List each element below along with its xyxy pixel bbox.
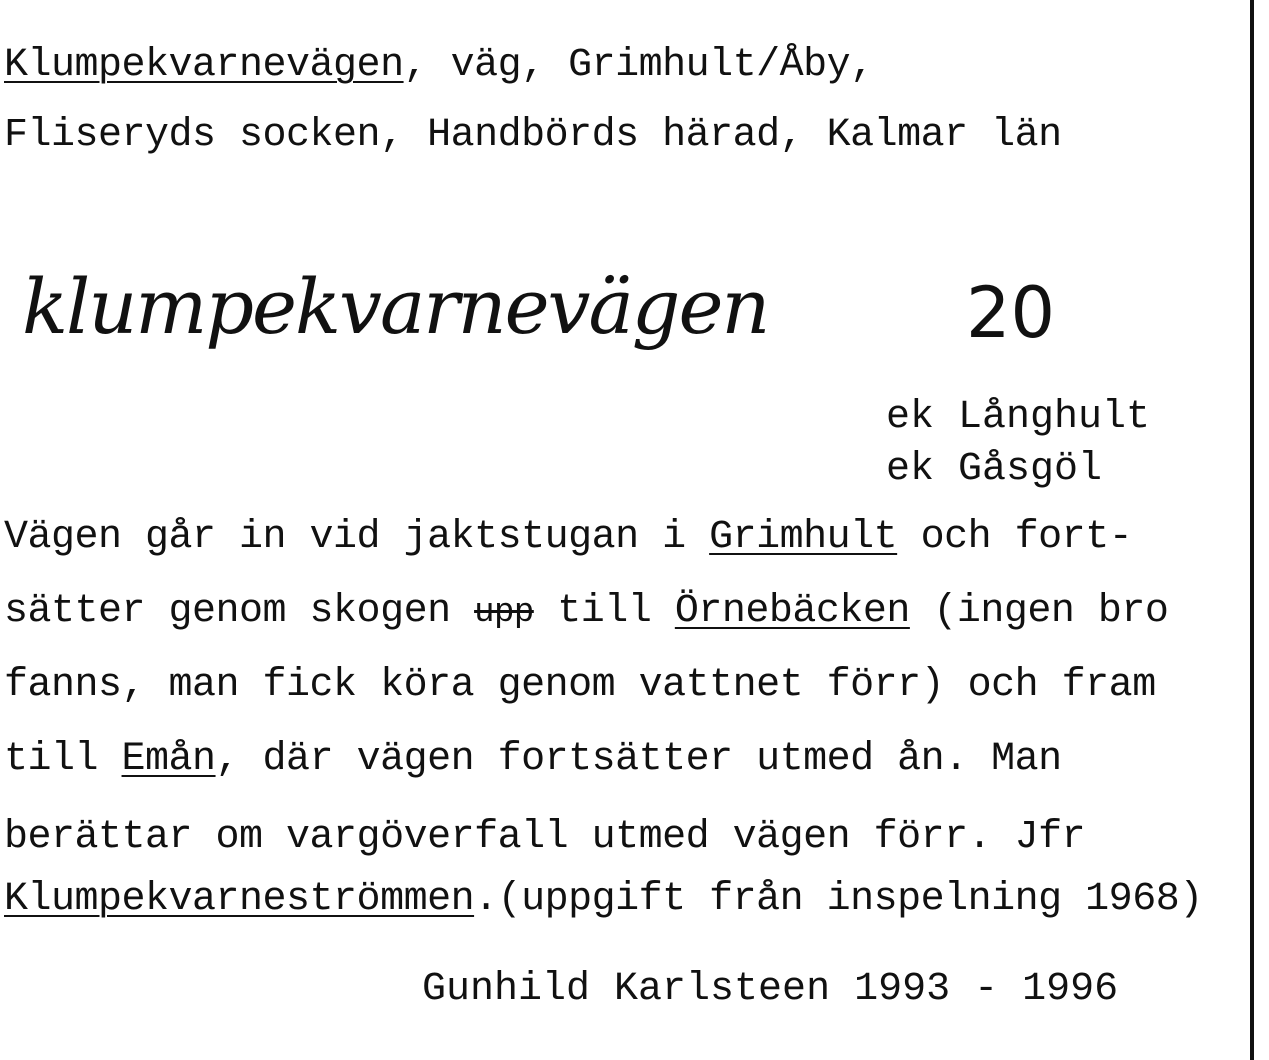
body-line-1 xyxy=(4,514,1132,562)
body-line-4-b: , där vägen fortsätter utmed ån. Man xyxy=(215,737,1062,782)
header-line-2: Fliseryds socken, Handbörds härad, Kalmar län xyxy=(4,113,1062,158)
body-line-6-b: .(uppgift från inspelning 1968) xyxy=(474,877,1203,922)
road-name: Klumpekvarnevägen xyxy=(4,43,404,88)
body-line-2 xyxy=(4,588,1168,637)
signature: Gunhild Karlsteen 1993 - 1996 xyxy=(422,967,1119,1012)
body-line-4-a: till xyxy=(4,737,122,782)
body-line-2-c: (ingen bro xyxy=(909,589,1169,634)
body-line-3: fanns, man fick köra genom vattnet förr) och fram xyxy=(4,663,1156,708)
body-line-1-a: Vägen går in vid jaktstugan i xyxy=(4,515,710,560)
body-line-2-a: sätter genom skogen xyxy=(4,589,475,634)
header-line-1-rest: , väg, Grimhult/Åby, xyxy=(403,43,874,88)
body-line-4 xyxy=(4,736,1062,784)
card-edge-line xyxy=(1250,0,1254,1060)
map-ref-1: ek Långhult xyxy=(886,395,1151,440)
body-line-2-b: till xyxy=(533,589,675,634)
handwritten-number: 20 xyxy=(966,272,1056,354)
map-ref-2: ek Gåsgöl xyxy=(886,447,1103,492)
struck-word: upp xyxy=(474,594,534,632)
place-grimhult: Grimhult xyxy=(709,515,898,560)
place-klumpekvarnestrommen: Klumpekvarneströmmen xyxy=(4,877,475,922)
handwritten-name: klumpekvarnevägen xyxy=(22,262,769,351)
body-line-5: berättar om vargöverfall utmed vägen förr. Jfr xyxy=(4,815,1086,860)
place-ornebacken: Örnebäcken xyxy=(674,589,910,634)
header-line-1 xyxy=(4,42,874,90)
place-eman: Emån xyxy=(121,737,216,782)
body-line-1-b: och fort- xyxy=(897,515,1133,560)
body-line-6 xyxy=(4,876,1203,924)
